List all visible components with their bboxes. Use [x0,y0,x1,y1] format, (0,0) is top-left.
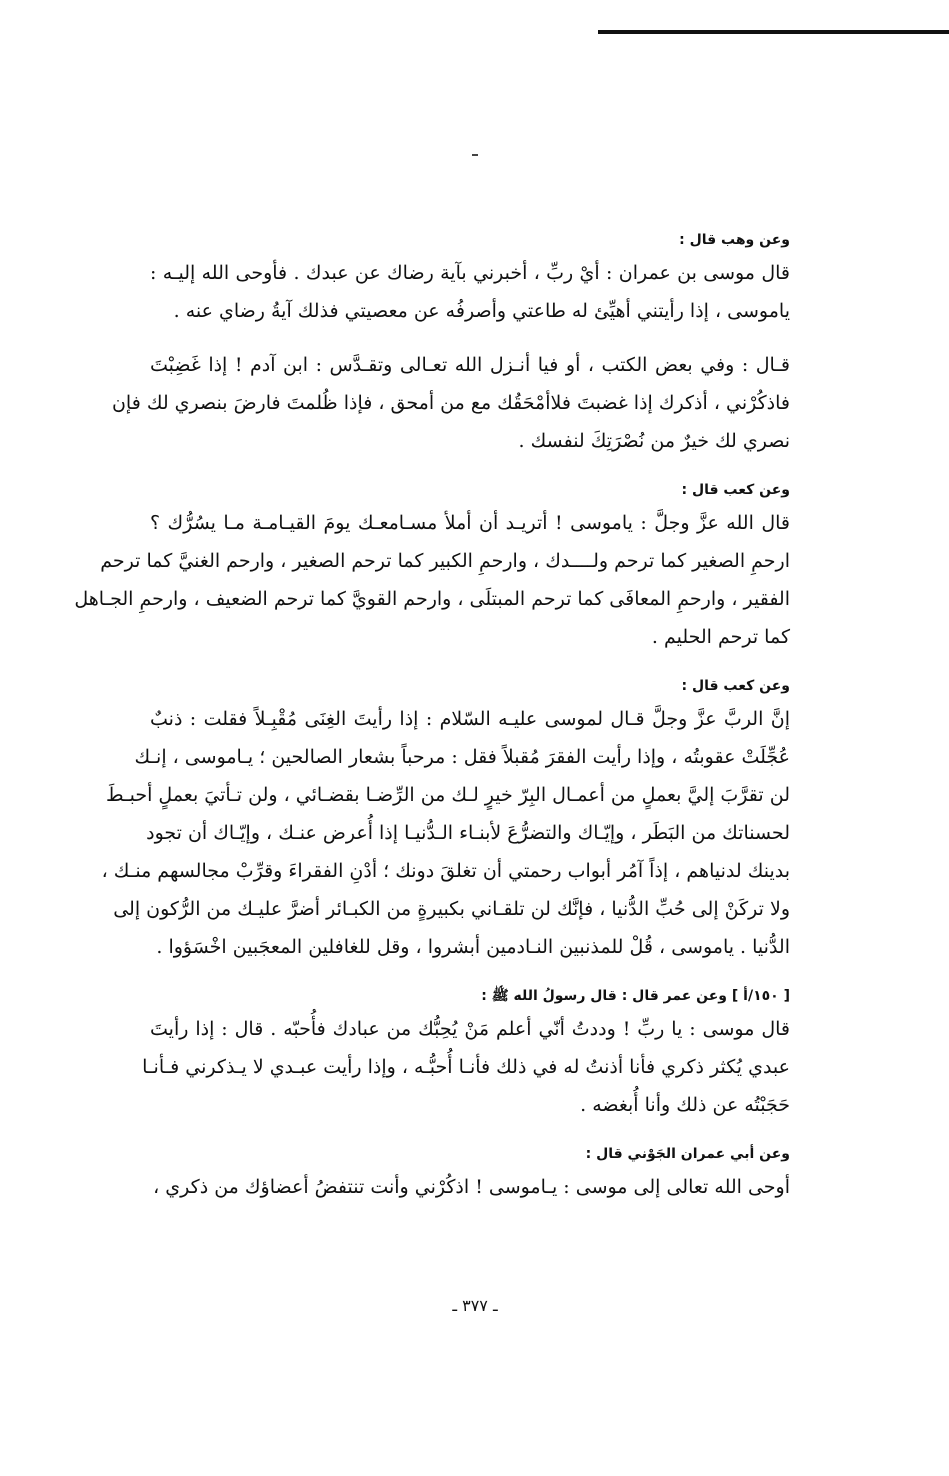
text-line: ارحمِ الصغير كما ترحم ولــــدك ، وارحمِ الكبير كما ترحم الصغير ، وارحم الغنيَّ كما ترحم [100,550,790,572]
top-rule [598,30,949,34]
text-line: أوحى الله تعالى إلى موسى : يـاموسى ! اذكُرْني وأنت تنتفضُ أعضاؤك من ذكري ، [153,1176,790,1198]
section-books [111,346,790,460]
text-line: عُجِّلَتْ عقوبتُه ، وإذا رأيت الفقرَ مُقبلاً فقل : مرحباً بشعار الصالحين ؛ يـاموسى ، إنـك [134,746,790,768]
section-wahb [150,226,790,330]
dot-mark [472,154,478,156]
section-umar [142,982,790,1124]
section-kaab-1 [74,476,790,656]
section-heading: وعن كعب قال : [681,678,790,694]
text-line: فاذكُرْني ، أذكرك إذا غضبتَ فلاأمْحَقُك مع من أمحق ، فإذا ظُلمتَ فارضَ بنصري لك فإن [111,392,790,414]
text-line: ياموسى ، إذا رأيتني أهيِّئ له طاعتي وأصرفُه عن معصيتي فذلك آيةُ رضاي عنه . [173,300,790,322]
page-number: ـ ٣٧٧ ـ [452,1296,498,1315]
text-line: عبدي يُكثر ذكري فأنا أذنتُ له في ذلك فأنـا أُحبُّـه ، وإذا رأيت عبـدي لا يـذكرني فـأنـا [142,1056,790,1078]
text-line: الدُّنيا . ياموسى ، قُلْ للمذنبين النـادمين أبشروا ، وقل للغافلين المعجَبين اخْسَؤوا . [156,936,790,958]
text-line: قال موسى بن عمران : أيْ ربِّ ، أخبرني بآية رضاك عن عبدك . فأوحى الله إليـه : [150,262,790,284]
section-heading: [ ١٥٠/أ ] وعن عمر قال : قال رسولُ الله ﷺ : [481,988,790,1004]
page-body [74,226,790,1222]
section-jawni [150,1140,790,1206]
text-line: ولا تركَنْ إلى حُبِّ الدُّنيا ، فإنَّك لن تلقـاني بكبيرةٍ من الكبـائر أضرَّ عليـك من الرُّكون إلى [113,898,790,920]
text-line: بدينك لدنياهم ، إذاً آمُر أبواب رحمتي أن تغلقَ دونك ؛ أدْنِ الفقراءَ وقرِّبْ مجالسهم منـك ، [101,860,790,882]
text-line: قـال : وفي بعض الكتب ، أو فيا أنـزل الله تعـالى وتقـدَّس : ابن آدم ! إذا غَضِبْتَ [150,354,790,376]
text-line: الفقير ، وارحمِ المعافَى كما ترحم المبتلَى ، وارحم القويَّ كما ترحم الضعيف ، وارحمِ الجـاهل [74,588,790,610]
section-kaab-2 [101,672,790,966]
text-line: نصري لك خيرٌ من نُصْرَتِكَ لنفسك . [518,430,790,452]
section-heading: وعن كعب قال : [681,482,790,498]
text-line: لحسناتك من البَطَر ، وإيّـاك والتضرُّعَ لأبنـاء الـدُّنيـا إذا أُعرض عنـك ، وإيّـاك أن تجود [146,822,790,844]
text-line: قال الله عزَّ وجلَّ : ياموسى ! أتريـد أن أملأ مسـامعـك يومَ القيـامـة مـا يسُرُّك ؟ [150,512,790,534]
text-line: لن تقرَّبَ إليَّ بعملٍ من أعمـال البِرّ خيرٍ لـك من الرِّضـا بقضـائي ، ولن تـأتيَ بعملٍ أحبـطَ [106,784,790,806]
text-line: قال موسى : يا ربِّ ! وددتُ أنّي أعلم مَنْ يُحِبُّك من عبادك فأُحبّه . قال : إذا رأيتَ [150,1018,790,1040]
text-line: كما ترحم الحليم . [651,626,790,648]
section-heading: وعن أبي عمران الجَوْني قال : [585,1146,790,1162]
section-heading: وعن وهب قال : [679,232,790,248]
text-line: إنَّ الربَّ عزَّ وجلَّ قـال لموسى عليـه السّلام : إذا رأيتَ الغِنَى مُقْبِـلاً فقلت : ذنبٌ [150,708,790,730]
text-line: حَجَبْتُه عن ذلك وأنا أُبغضه . [580,1094,790,1116]
